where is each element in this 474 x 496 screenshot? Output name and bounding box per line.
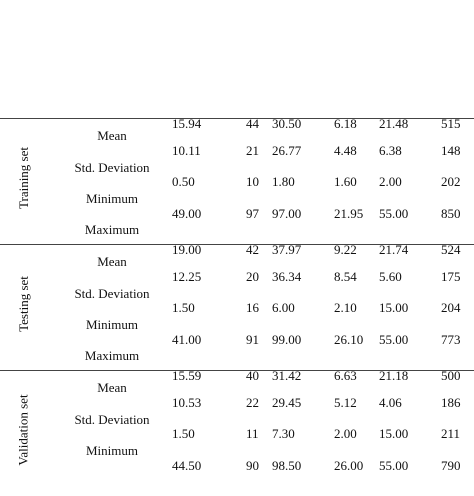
table-cell: 55.00 bbox=[379, 332, 409, 347]
table-row bbox=[0, 174, 474, 190]
table-cell: 204 bbox=[441, 300, 461, 315]
table-cell: 15.59 bbox=[172, 368, 202, 383]
table-cell: 44 bbox=[246, 116, 259, 131]
stat-row bbox=[0, 348, 474, 364]
stat-row bbox=[0, 222, 474, 238]
stat-row bbox=[0, 380, 474, 396]
group-label-text: Validation set bbox=[16, 394, 32, 466]
table-cell: 515 bbox=[441, 116, 461, 131]
table-cell: 5.60 bbox=[379, 269, 402, 284]
table-cell: 1.80 bbox=[272, 174, 295, 189]
table-row bbox=[0, 332, 474, 348]
table-cell: 186 bbox=[441, 395, 461, 410]
group-label-text: Training set bbox=[16, 147, 31, 209]
table-cell: 9.22 bbox=[334, 242, 357, 257]
stat-row bbox=[0, 128, 474, 144]
table-cell: 97.00 bbox=[272, 206, 302, 221]
table-cell: 175 bbox=[441, 269, 461, 284]
table-cell: 2.00 bbox=[334, 426, 357, 441]
stat-label: Maximum bbox=[84, 222, 140, 237]
table-row bbox=[0, 395, 474, 411]
stat-label: Mean bbox=[97, 254, 127, 269]
table-row bbox=[0, 206, 474, 222]
group-label-text: Testing set bbox=[16, 276, 31, 332]
table-cell: 5.12 bbox=[334, 395, 357, 410]
table-cell: 99.00 bbox=[272, 332, 302, 347]
table-group bbox=[0, 118, 474, 244]
table-group bbox=[0, 244, 474, 370]
table-cell: 4.06 bbox=[379, 395, 402, 410]
table-cell: 6.38 bbox=[379, 143, 402, 158]
table-row bbox=[0, 143, 474, 159]
table-cell: 19.00 bbox=[172, 242, 202, 257]
table-cell: 1.50 bbox=[172, 300, 195, 315]
stat-row bbox=[0, 160, 474, 176]
table-cell: 10 bbox=[246, 174, 259, 189]
table-cell: 850 bbox=[441, 206, 461, 221]
stat-label: Maximum bbox=[84, 348, 140, 363]
stat-row bbox=[0, 0, 474, 2]
stat-row bbox=[0, 443, 474, 459]
table-cell: 36.34 bbox=[272, 269, 302, 284]
table-row bbox=[0, 426, 474, 442]
table-row bbox=[0, 269, 474, 285]
table-cell: 202 bbox=[441, 174, 461, 189]
table-cell: 2.00 bbox=[379, 174, 402, 189]
table-cell: 26.10 bbox=[334, 332, 364, 347]
table-cell: 0.50 bbox=[172, 174, 195, 189]
table-cell: 6.18 bbox=[334, 116, 357, 131]
table-cell: 10.11 bbox=[172, 143, 201, 158]
table-cell: 29.45 bbox=[272, 395, 302, 410]
table-cell: 90 bbox=[246, 458, 259, 473]
stat-row bbox=[0, 317, 474, 333]
stat-row bbox=[0, 254, 474, 270]
table-cell: 55.00 bbox=[379, 458, 409, 473]
table-cell: 21 bbox=[246, 143, 259, 158]
table-cell: 148 bbox=[441, 143, 461, 158]
stat-label bbox=[85, 0, 139, 2]
table-cell: 2.10 bbox=[334, 300, 357, 315]
table-cell: 21.48 bbox=[379, 116, 409, 131]
table-cell: 524 bbox=[441, 242, 461, 257]
stat-label: Mean bbox=[97, 128, 127, 143]
table-cell: 6.63 bbox=[334, 368, 357, 383]
table-cell: 12.25 bbox=[172, 269, 202, 284]
stat-row bbox=[0, 286, 474, 302]
stat-label: Std. Deviation bbox=[74, 412, 150, 427]
table-cell: 97 bbox=[246, 206, 259, 221]
table-group bbox=[0, 370, 474, 496]
table-cell: 30.50 bbox=[272, 116, 302, 131]
table-row bbox=[0, 300, 474, 316]
table-cell: 42 bbox=[246, 242, 259, 257]
stat-row bbox=[0, 412, 474, 428]
table-cell: 211 bbox=[441, 426, 461, 441]
table-cell: 21.95 bbox=[334, 206, 364, 221]
table-cell: 91 bbox=[246, 332, 259, 347]
table-cell: 7.30 bbox=[272, 426, 295, 441]
table-cell: 41.00 bbox=[172, 332, 202, 347]
table-cell: 1.60 bbox=[334, 174, 357, 189]
table-cell: 26.00 bbox=[334, 458, 364, 473]
table-cell: 6.00 bbox=[272, 300, 295, 315]
table-cell: 11 bbox=[246, 426, 259, 441]
table-cell: 15.00 bbox=[379, 300, 409, 315]
stat-label: Minimum bbox=[85, 443, 139, 458]
stat-row bbox=[0, 191, 474, 207]
table-cell: 4.48 bbox=[334, 143, 357, 158]
table-cell: 15.00 bbox=[379, 426, 409, 441]
table-cell: 49.00 bbox=[172, 206, 202, 221]
stat-label: Std. Deviation bbox=[74, 286, 150, 301]
table-cell: 773 bbox=[441, 332, 461, 347]
table-cell: 40 bbox=[246, 368, 259, 383]
table-cell: 15.94 bbox=[172, 116, 202, 131]
table-cell: 55.00 bbox=[379, 206, 409, 221]
table-cell: 8.54 bbox=[334, 269, 357, 284]
table-cell: 37.97 bbox=[272, 242, 302, 257]
table-cell: 16 bbox=[246, 300, 259, 315]
table-group bbox=[0, 0, 474, 8]
table-cell: 31.42 bbox=[272, 368, 302, 383]
table-cell: 21.74 bbox=[379, 242, 409, 257]
table-cell: 1.50 bbox=[172, 426, 195, 441]
stat-label: Minimum bbox=[85, 317, 139, 332]
table-cell: 44.50 bbox=[172, 458, 202, 473]
table-cell: 22 bbox=[246, 395, 259, 410]
table-cell: 26.77 bbox=[272, 143, 302, 158]
stat-label: Minimum bbox=[85, 191, 139, 206]
table-cell: 20 bbox=[246, 269, 259, 284]
stat-label: Std. Deviation bbox=[74, 160, 150, 175]
table-cell: 98.50 bbox=[272, 458, 302, 473]
table-row bbox=[0, 458, 474, 474]
table-cell: 10.53 bbox=[172, 395, 202, 410]
table-cell: 21.18 bbox=[379, 368, 409, 383]
table-cell: 790 bbox=[441, 458, 461, 473]
table-cell: 500 bbox=[441, 368, 461, 383]
stat-label: Mean bbox=[97, 380, 127, 395]
